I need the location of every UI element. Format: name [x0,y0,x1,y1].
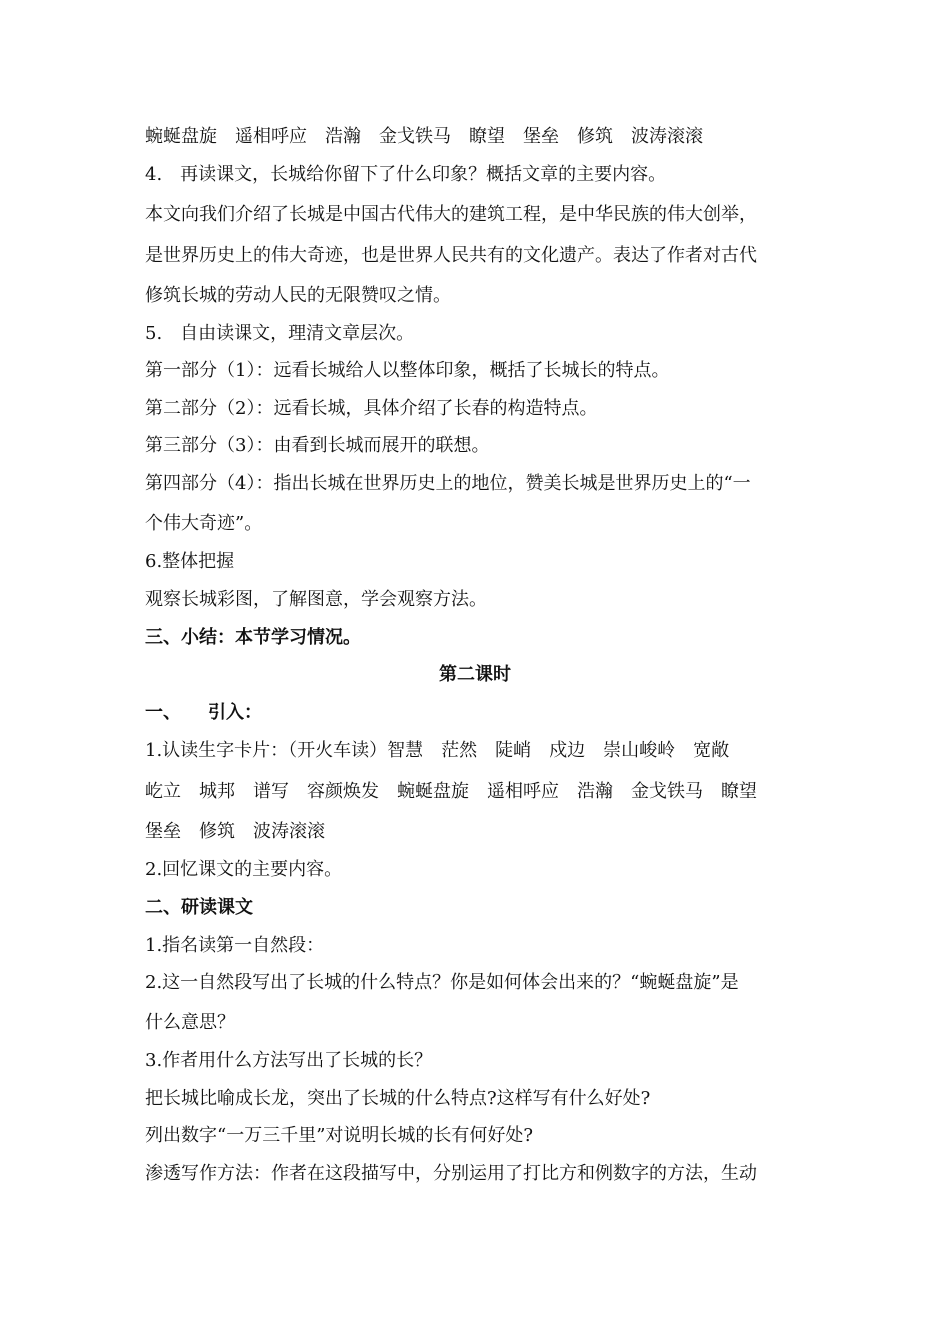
item-2-line-2: 什么意思？ [145,1012,235,1033]
question-4: 4. 再读课文，长城给你留下了什么印象？概括文章的主要内容。 [145,164,667,185]
section-2-heading: 二、研读课文 [145,897,253,918]
question-5: 5. 自由读课文，理清文章层次。 [145,323,415,344]
item-6: 6.整体把握 [145,551,235,572]
item-3: 3.作者用什么方法写出了长城的长？ [145,1050,433,1071]
part-3: 第三部分（3）：由看到长城而展开的联想。 [145,435,490,456]
item-2-line-1: 2.这一自然段写出了长城的什么特点？你是如何体会出来的？“蜿蜒盘旋”是 [145,972,739,993]
metaphor-question: 把长城比喻成长龙，突出了长城的什么特点?这样写有什么好处? [145,1088,651,1109]
part-4-line-1: 第四部分（4）：指出长城在世界历史上的地位，赞美长城是世界历史上的“一 [145,473,751,494]
recall-item: 2.回忆课文的主要内容。 [145,859,343,880]
vocab-line: 蜿蜒盘旋 遥相呼应 浩瀚 金戈铁马 瞭望 堡垒 修筑 波涛滚滚 [145,126,703,147]
answer-4-line-1: 本文向我们介绍了长城是中国古代伟大的建筑工程，是中华民族的伟大创举， [145,204,757,225]
part-1: 第一部分（1）：远看长城给人以整体印象，概括了长城长的特点。 [145,360,670,381]
section-1-heading: 一、 引入： [145,702,262,723]
item-1: 1.指名读第一自然段： [145,935,325,956]
card-reading-line-1: 1.认读生字卡片：（开火车读）智慧 茫然 陡峭 戍边 崇山峻岭 宽敞 [145,740,730,761]
section-3-summary: 三、小结：本节学习情况。 [145,627,361,648]
answer-4-line-2: 是世界历史上的伟大奇迹，也是世界人民共有的文化遗产。表达了作者对古代 [145,245,757,266]
part-4-line-2: 个伟大奇迹”。 [145,513,263,534]
number-question: 列出数字“一万三千里”对说明长城的长有何好处? [145,1125,534,1146]
item-6-text: 观察长城彩图，了解图意，学会观察方法。 [145,589,487,610]
card-reading-line-2: 屹立 城邦 谱写 容颜焕发 蜿蜒盘旋 遥相呼应 浩瀚 金戈铁马 瞭望 [145,781,757,802]
lesson-2-title: 第二课时 [439,664,511,685]
answer-4-line-3: 修筑长城的劳动人民的无限赞叹之情。 [145,285,451,306]
card-reading-line-3: 堡垒 修筑 波涛滚滚 [145,821,325,842]
writing-method: 渗透写作方法：作者在这段描写中，分别运用了打比方和例数字的方法，生动 [145,1163,757,1184]
part-2: 第二部分（2）：远看长城，具体介绍了长春的构造特点。 [145,398,598,419]
